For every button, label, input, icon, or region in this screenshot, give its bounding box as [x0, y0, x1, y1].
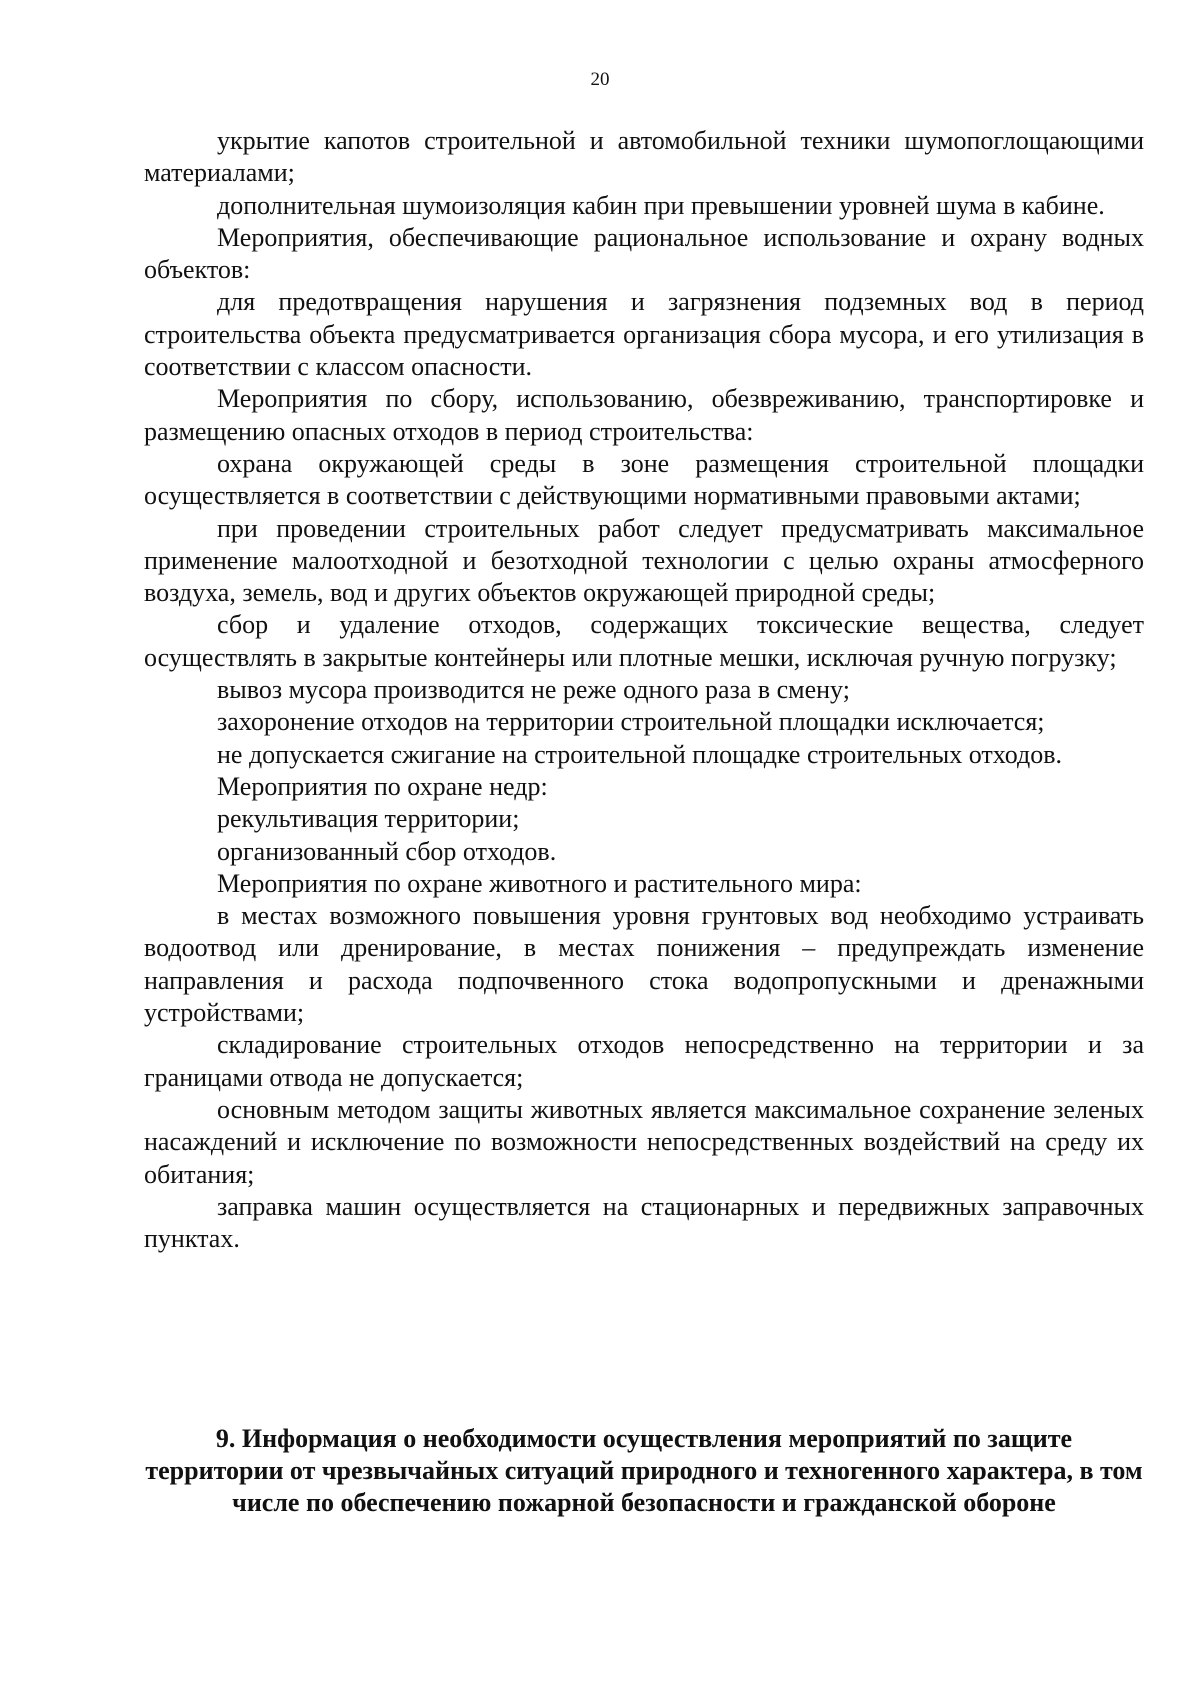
paragraph: охрана окружающей среды в зоне размещения строительной площадки осуществляется в соответствии с действующими нормативными правовыми актами; — [144, 448, 1144, 511]
paragraph: Мероприятия по сбору, использованию, обезвреживанию, транспортировке и размещению опасных отходов в период строительства: — [144, 384, 1144, 446]
paragraph: Мероприятия по охране животного и растительного мира: — [217, 868, 862, 898]
paragraph: дополнительная шумоизоляция кабин при превышении уровней шума в кабине. — [217, 190, 1105, 220]
paragraph: рекультивация территории; — [217, 804, 520, 834]
paragraph: сбор и удаление отходов, содержащих токсические вещества, следует осуществлять в закрытые контейнеры или плотные мешки, исключая ручную погрузку; — [144, 610, 1144, 672]
paragraph: в местах возможного повышения уровня грунтовых вод необходимо устраивать водоотвод или дренирование, в местах понижения – предупреждать изменение направления и расхода подпочвенного стока водопропускными и дренажными устройствами; — [144, 901, 1144, 1028]
paragraph: не допускается сжигание на строительной площадке строительных отходов. — [217, 739, 1063, 769]
paragraph: вывоз мусора производится не реже одного раза в смену; — [217, 675, 850, 705]
paragraph: для предотвращения нарушения и загрязнения подземных вод в период строительства объекта предусматривается организация сбора мусора, и его утилизация в соответствии с классом опасности. — [144, 287, 1144, 382]
paragraph: заправка машин осуществляется на стационарных и передвижных заправочных пунктах. — [144, 1191, 1144, 1254]
paragraph: организованный сбор отходов. — [217, 836, 557, 866]
paragraph: складирование строительных отходов непосредственно на территории и за границами отвода не допускается; — [144, 1030, 1144, 1092]
paragraph: захоронение отходов на территории строительной площадки исключается; — [217, 707, 1045, 737]
body-text — [144, 125, 1144, 1255]
page-number: 20 — [590, 69, 610, 90]
paragraph: Мероприятия, обеспечивающие рациональное использование и охрану водных объектов: — [144, 222, 1144, 285]
paragraph: укрытие капотов строительной и автомобильной техники шумопоглощающими материалами; — [144, 126, 1144, 188]
paragraph: Мероприятия по охране недр: — [217, 771, 548, 801]
section-heading: 9. Информация о необходимости осуществления мероприятий по защите территории от чрезвычайных ситуаций природного и техногенного характера, в том числе по обеспечению пожарной безопасности и гражданской обороне — [145, 1424, 1143, 1517]
paragraph: при проведении строительных работ следует предусматривать максимальное применение малоотходной и безотходной технологии с целью охраны атмосферного воздуха, земель, вод и других объектов окружающей природной среды; — [144, 513, 1144, 608]
paragraph: основным методом защиты животных является максимальное сохранение зеленых насаждений и исключение по возможности непосредственных воздействий на среду их обитания; — [144, 1094, 1144, 1189]
